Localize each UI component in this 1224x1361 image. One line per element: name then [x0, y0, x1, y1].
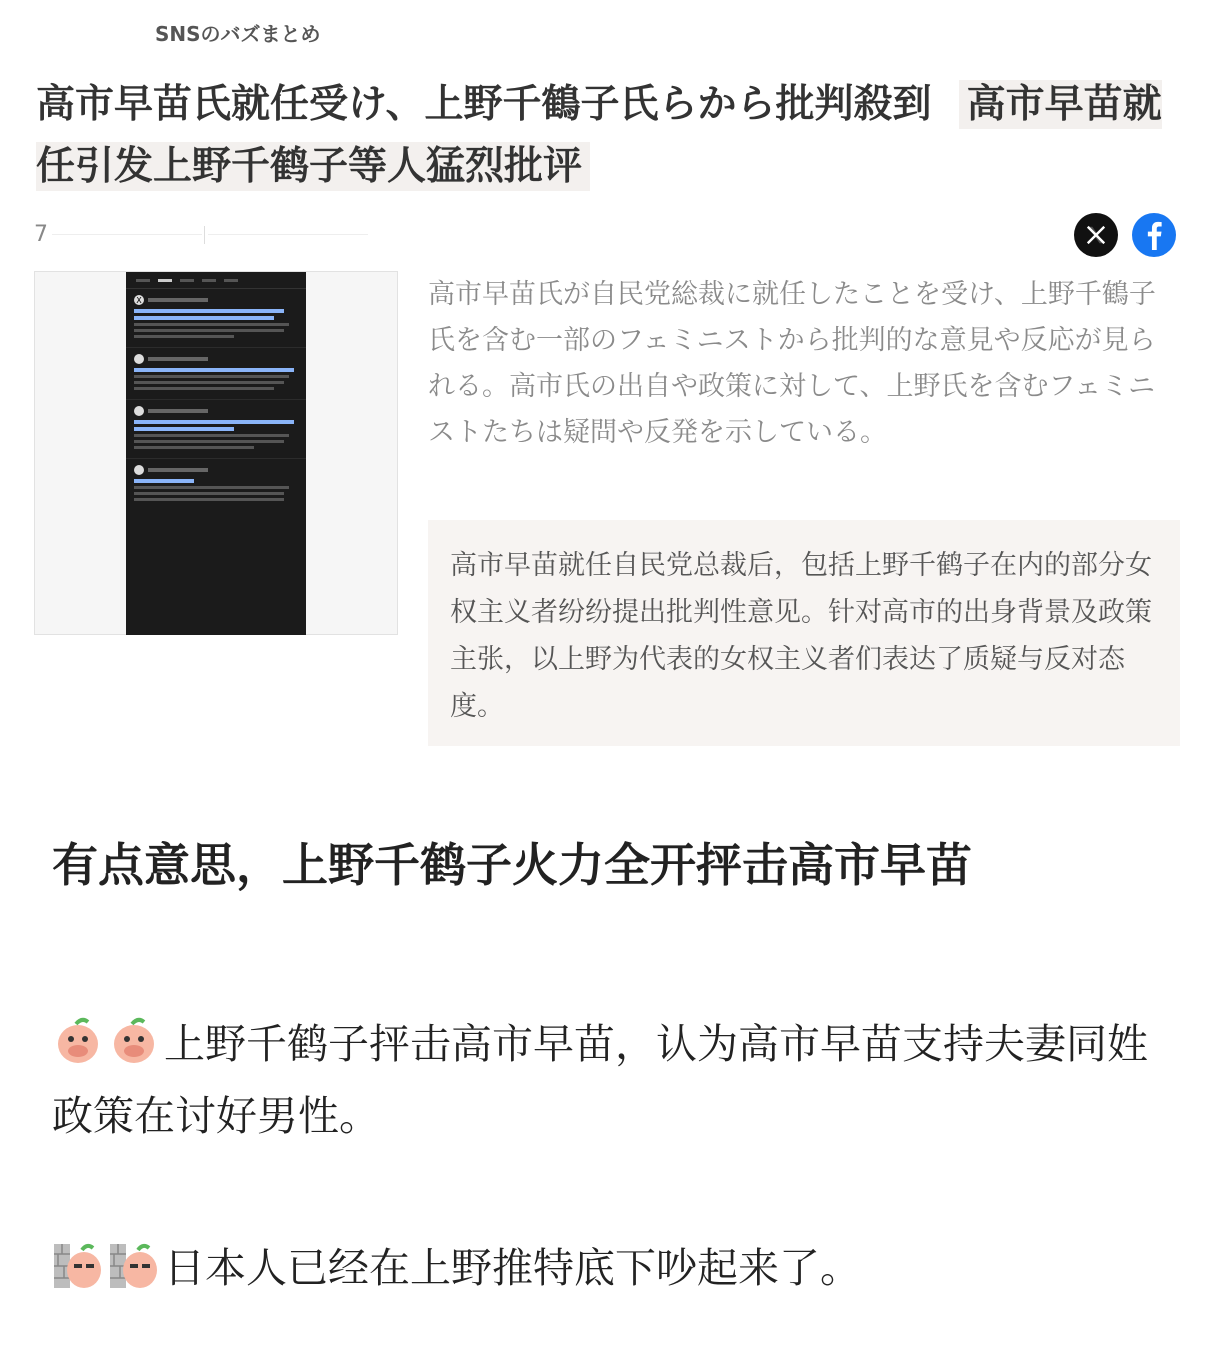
result-meta: [148, 409, 208, 413]
phone-tabs: [126, 272, 306, 289]
covering-mouth-laugh-icon: [52, 1014, 104, 1066]
x-logo-icon: X: [134, 295, 144, 305]
search-results-screenshot: [126, 272, 306, 635]
headline-japanese: 高市早苗氏就任受け、上野千鶴子氏らから批判殺到: [36, 82, 932, 127]
result-meta: [148, 468, 208, 472]
result-title: [134, 420, 294, 424]
headline-chinese-translation: 高市早苗就任引发上野千鹤子等人猛烈批评: [36, 82, 1162, 189]
article-headline: [36, 74, 1186, 198]
result-title: [134, 316, 274, 320]
divider-mark: 7: [34, 222, 48, 247]
result-meta: [148, 357, 208, 361]
result-snippet: [134, 498, 284, 501]
search-result: [126, 400, 306, 459]
phone-tab: [136, 279, 150, 282]
share-facebook-button[interactable]: [1132, 213, 1176, 257]
result-snippet: [134, 486, 289, 489]
result-title: [134, 368, 294, 372]
post-paragraph: [52, 1232, 1172, 1304]
result-title: [134, 309, 284, 313]
site-name[interactable]: SNSのバズまとめ: [155, 22, 321, 46]
result-snippet: [134, 492, 284, 495]
result-meta: [148, 298, 208, 302]
search-result: [126, 348, 306, 400]
divider-tick: [204, 226, 205, 244]
result-snippet: [134, 381, 284, 384]
result-snippet: [134, 387, 274, 390]
phone-tab: [202, 279, 216, 282]
result-snippet: [134, 335, 234, 338]
paragraph-text: 日本人已经在上野推特底下吵起来了。: [164, 1244, 861, 1292]
result-snippet: [134, 434, 289, 437]
site-favicon-icon: [134, 354, 144, 364]
divider-line: [52, 234, 202, 235]
phone-tab: [180, 279, 194, 282]
translation-box: [428, 520, 1180, 746]
covering-mouth-laugh-icon: [108, 1014, 160, 1066]
post-title: 有点意思，上野千鹤子火力全开抨击高市早苗: [52, 838, 972, 892]
phone-tab: [158, 279, 172, 282]
search-result: [126, 289, 306, 348]
site-favicon-icon: [134, 406, 144, 416]
result-snippet: [134, 375, 289, 378]
site-favicon-icon: [134, 465, 144, 475]
result-title: [134, 427, 234, 431]
divider-line: [208, 234, 368, 235]
phone-tab: [224, 279, 238, 282]
result-title: [134, 479, 194, 483]
result-snippet: [134, 446, 254, 449]
result-snippet: [134, 329, 284, 332]
article-summary-japanese: 高市早苗氏が自民党総裁に就任したことを受け、上野千鶴子氏を含む一部のフェミニストから批判的な意見や反応が見られる。高市氏の出自や政策に対して、上野氏を含むフェミニストたちは疑問や反発を示している。: [428, 279, 1156, 448]
facebook-logo-icon: [1143, 220, 1165, 250]
x-logo-icon: [1085, 224, 1107, 246]
share-x-button[interactable]: [1074, 213, 1118, 257]
search-result: [126, 459, 306, 510]
result-snippet: [134, 323, 289, 326]
article-summary-chinese: 高市早苗就任自民党总裁后，包括上野千鹤子在内的部分女权主义者纷纷提出批判性意见。针对高市的出身背景及政策主张，以上野为代表的女权主义者们表达了质疑与反对态度。: [450, 550, 1152, 722]
post-paragraph: [52, 1008, 1172, 1152]
peeking-behind-wall-icon: [108, 1238, 160, 1290]
result-snippet: [134, 440, 284, 443]
peeking-behind-wall-icon: [52, 1238, 104, 1290]
paragraph-text: 上野千鹤子抨击高市早苗，认为高市早苗支持夫妻同姓政策在讨好男性。: [52, 1020, 1148, 1140]
